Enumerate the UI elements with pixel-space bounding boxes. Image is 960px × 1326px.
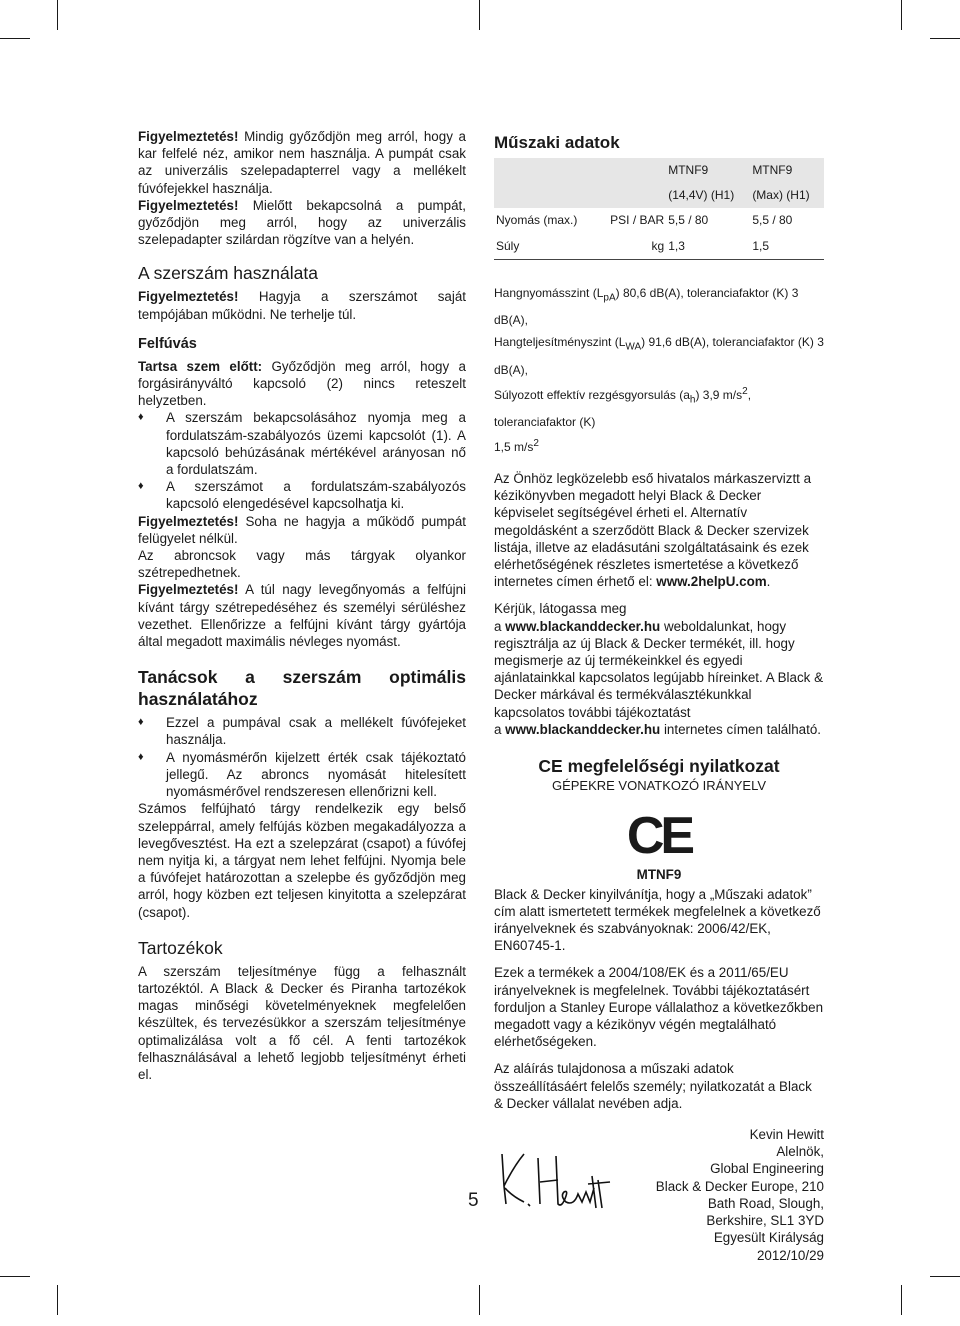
signatory-line: Egyesült Királyság [713, 1230, 824, 1246]
signatory-line: Global Engineering [710, 1161, 824, 1177]
signature-block [494, 1126, 824, 1326]
page-number: 5 [468, 1190, 479, 1211]
signatory-line: Bath Road, Slough, [707, 1195, 824, 1211]
ce-paragraph-2: Ezek a termékek a 2004/108/EK és a 2011/65/EU irányelveknek is megfelelnek. További tájékoztatásért forduljon a Stanley Europe vállalathoz a következőkben megadott vagy a kézikönyv végén megtalálható elérhetőségeken. [494, 965, 824, 1050]
ce-heading: CE megfelelőségi nyilatkozat [538, 756, 780, 777]
table-header-row [494, 158, 824, 183]
table-cell: kg [597, 234, 667, 260]
signatory-line: Black & Decker Europe, 210 [655, 1178, 824, 1194]
crop-mark [930, 1276, 960, 1277]
diamond-bullet-icon: ♦ [138, 480, 144, 493]
intro-paragraph: Figyelmeztetés! Mindig győződjön meg arról, hogy a kar felfelé néz, amikor nem használja. A pumpát csak az univerzális szelepadapterrel vagy a mellékelt fúvófejekkel használja. [138, 129, 466, 196]
inflation-paragraph: Tartsa szem előtt: Győződjön meg arról, hogy a forgásirányváltó kapcsoló (2) nincs reteszelt helyzetben. [138, 358, 466, 409]
tips-bullet-list [138, 714, 466, 800]
right-column [494, 128, 824, 1326]
crop-mark [479, 0, 480, 30]
service-link[interactable]: www.2helpU.com [656, 574, 767, 590]
crop-mark [57, 1285, 58, 1315]
vibration-line: 1,5 $m/s^2$ [494, 437, 539, 454]
use-paragraph: Figyelmeztetés! Hagyja a szerszámot saját tempójában működni. Ne terhelje túl. [138, 289, 466, 322]
noise-data [494, 282, 824, 458]
signatory-date: 2012/10/29 [756, 1247, 824, 1263]
table-row [494, 208, 824, 233]
ce-mark-icon: CE [626, 807, 692, 866]
signature-image [494, 1146, 624, 1216]
table-cell: 1,5 [750, 234, 824, 260]
table-cell: 5,5 / 80 [668, 213, 709, 228]
tips-paragraph: Számos felfújható tárgy rendelkezik egy belső szeleppárral, amely felfújás közben megakadályozza a levegővesztést. Ha ezt a szelepzárat (csapot) a fúvófej nem nyitja ki, a tárgyat nem lehet felfújni. Nyomja bele a fúvófejet határozottan a szelepbe és győződjön meg arról, hogy közben ezt teljesen kinyitotta a szelepzárat (csapot). [138, 801, 466, 920]
crop-mark [901, 0, 902, 30]
ce-model: MTNF9 [636, 867, 682, 883]
signatory-line: Berkshire, SL1 3YD [706, 1213, 824, 1229]
spec-table [494, 158, 824, 260]
crop-mark [930, 38, 960, 39]
inflation-warning-2: Figyelmeztetés! A túl nagy levegőnyomás a felfújni kívánt tárgy szétrepedéséhez és személyi sérüléshez vezethet. Ellenőrizze a felfújni kívánt tárgy gyártója által megadott maximális névleges nyomást. [138, 582, 466, 650]
table-cell: PSI / BAR [610, 213, 665, 228]
table-cell: Nyomás (max.) [496, 213, 578, 228]
left-column [138, 128, 466, 1083]
section-heading-use: A szerszám használata [138, 263, 318, 284]
table-cell: 1,3 [666, 234, 750, 260]
ce-subheading: GÉPEKRE VONATKOZÓ IRÁNYELV [551, 778, 767, 794]
signatory-line: Alelnök, [776, 1144, 824, 1160]
list-item: ♦ Ezzel a pumpával csak a mellékelt fúvófejeket használja. [138, 715, 466, 748]
inflation-warning-1: Figyelmeztetés! Soha ne hagyja a működő pumpát felügyelet nélkül. [138, 513, 466, 546]
website-link[interactable]: www.blackanddecker.hu [505, 618, 661, 634]
signatory-name: Kevin Hewitt [749, 1127, 824, 1143]
section-heading-tips: Tanácsok a szerszám optimális használatához [138, 667, 466, 710]
table-header-row [494, 183, 824, 208]
table-cell: Súly [494, 234, 597, 260]
noise-line: Hangnyomásszint $(L_{pA})$ 80,6 dB(A), toleranciafaktor (K) 3 dB(A), [494, 285, 799, 328]
visit-paragraph: Kérjük, látogassa meg a www.blackanddecker.hu weboldalunkat, hogy regisztrálja az új Black & Decker termékét, ill. hogy megismerje az új termékeinkkel és egyedi ajánlatainkkal kapcsolatos legújabb híreinket. A Black & Decker márkával és termékválasztékunkkal kapcsolatos további tájékoztatást a www.blackanddecker.hu internetes címen található. [494, 601, 824, 737]
vibration-line: Súlyozott effektív rezgésgyorsulás $(a_h)$ 3,9 $m/s^2$, toleranciafaktor (K) [494, 385, 752, 429]
crop-mark [901, 1285, 902, 1315]
table-header-cell: MTNF9 [750, 158, 824, 183]
table-cell: 5,5 / 80 [752, 213, 793, 228]
table-header-cell: MTNF9 [666, 158, 750, 183]
signatory-details [656, 1126, 824, 1264]
section-heading-inflation: Felfúvás [138, 335, 197, 352]
table-header-cell: (14,4V) (H1) [666, 183, 750, 208]
intro-paragraph-2: Figyelmeztetés! Mielőtt bekapcsolná a pumpát, győződjön meg arról, hogy az univerzális szelepadapter szilárdan rögzítve van a helyén. [138, 197, 466, 248]
ce-paragraph-1: Black & Decker kinyilvánítja, hogy a „Műszaki adatok” cím alatt ismertetett termékek megfelelnek a következő irányelveknek és szabványoknak: 2006/42/EK, EN60745-1. [494, 886, 821, 954]
inflation-bullet-list [138, 409, 466, 512]
ce-paragraph-3: Az aláírás tulajdonosa a műszaki adatok összeállításáért felelős személy; nyilatkozatát a Black & Decker vállalat nevében adja. [494, 1061, 812, 1111]
noise-line: Hangteljesítményszint $(L_{WA})$ 91,6 dB(A), toleranciafaktor (K) 3 dB(A), [494, 335, 824, 377]
service-paragraph: Az Önhöz legközelebb eső hivatalos márkaszerviztt a kézikönyvben megadott helyi Black & Decker képviselet segítségével érheti el. Alternatív megoldásként a szerződött Black & Decker szervizek listája, illetve az eladásutáni szolgáltatásaink és ezek elérhetőségének részletes ismertetése a következő internetes címen érhető el: www.2helpU.com. [494, 470, 812, 590]
accessories-paragraph: A szerszám teljesítménye függ a felhasznált tartozéktól. A Black & Decker és Piranha tartozékok magas minőségi követelményeknek megfelelően készültek, és tervezésükkor a szerszám teljesítménye optimalizálása volt a fő cél. A fenti tartozékok felhasználásával a lehető legjobb teljesítményt érheti el. [138, 963, 466, 1082]
crop-mark [0, 38, 30, 39]
table-row [494, 234, 824, 260]
section-heading-accessories: Tartozékok [138, 937, 223, 958]
crop-mark [57, 0, 58, 30]
table-header-cell: (Max) (H1) [750, 183, 824, 208]
crop-mark [479, 1285, 480, 1315]
list-item: ♦ A nyomásmérőn kijelzett érték csak tájékoztató jellegű. Az abroncs nyomását hitelesített nyomásmérővel rendszeresen ellenőrizni kell. [138, 749, 466, 800]
inflation-note: Az abroncsok vagy más tárgyak olyankor szétrepedhetnek. [138, 548, 466, 581]
website-link[interactable]: www.blackanddecker.hu [505, 721, 661, 737]
section-heading-specs: Műszaki adatok [494, 133, 620, 152]
list-item: ♦ A szerszám bekapcsolásához nyomja meg a fordulatszám-szabályozós üzemi kapcsolót (1). A kapcsoló behúzásának mértékével arányosan nő a fordulatszám. [138, 410, 466, 478]
diamond-bullet-icon: ♦ [138, 716, 144, 729]
diamond-bullet-icon: ♦ [138, 411, 144, 424]
list-item: ♦ A szerszámot a fordulatszám-szabályozós kapcsoló elengedésével kapcsolhatja ki. [138, 479, 466, 512]
crop-mark [0, 1276, 30, 1277]
diamond-bullet-icon: ♦ [138, 750, 144, 763]
